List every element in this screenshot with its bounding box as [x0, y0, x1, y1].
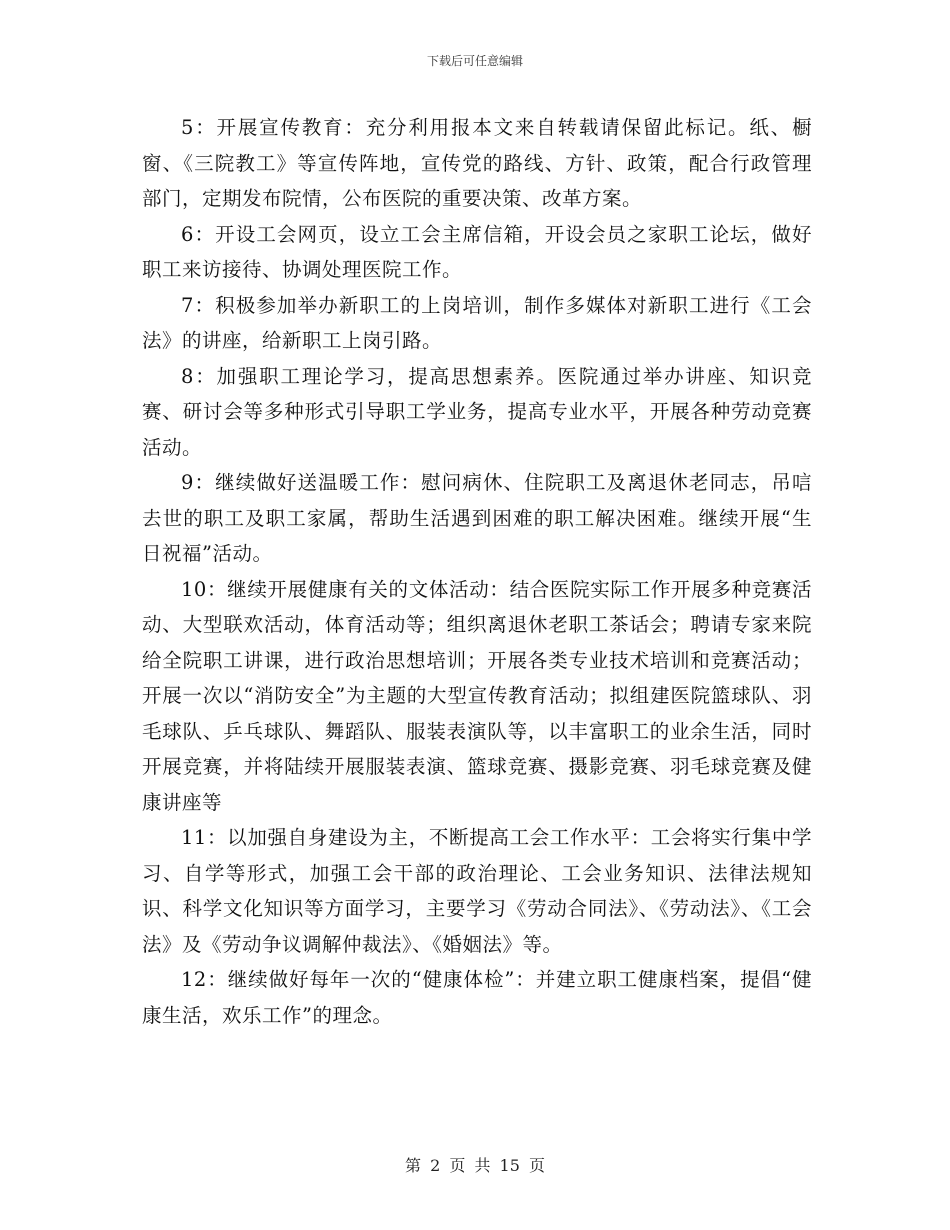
page-header: 下载后可任意编辑 — [426, 54, 523, 68]
paragraph-item-5: 5：开展宣传教育：充分利用报本文来自转载请保留此标记。纸、橱窗、《三院教工》等宣传阵地，宣传党的路线、方针、政策，配合行政管理部门，定期发布院情，公布医院的重要决策、改革方案。 — [142, 116, 812, 210]
page-number-footer: 第 2 页 共 15 页 — [405, 1156, 545, 1175]
paragraph-item-9: 9：继续做好送温暖工作：慰问病休、住院职工及离退休老同志，吊唁去世的职工及职工家属，帮助生活遇到困难的职工解决困难。继续开展“生日祝福”活动。 — [142, 471, 812, 565]
paragraph-item-12: 12：继续做好每年一次的“健康体检”：并建立职工健康档案，提倡“健康生活，欢乐工作”的理念。 — [142, 968, 812, 1027]
document-body — [142, 110, 812, 1033]
paragraph-item-10: 10：继续开展健康有关的文体活动：结合医院实际工作开展多种竞赛活动、大型联欢活动，体育活动等；组织离退休老职工茶话会；聘请专家来院给全院职工讲课，进行政治思想培训；开展各类专业技术培训和竞赛活动；开展一次以“消防安全”为主题的大型宣传教育活动；拟组建医院篮球队、羽毛球队、乒乓球队、舞蹈队、服装表演队等，以丰富职工的业余生活，同时开展竞赛，并将陆续开展服装表演、篮球竞赛、摄影竞赛、羽毛球竞赛及健康讲座等 — [142, 577, 812, 814]
paragraph-item-11: 11：以加强自身建设为主，不断提高工会工作水平：工会将实行集中学习、自学等形式，加强工会干部的政治理论、工会业务知识、法律法规知识、科学文化知识等方面学习，主要学习《劳动合同法》、《劳动法》、《工会法》及《劳动争议调解仲裁法》、《婚姻法》等。 — [142, 826, 812, 956]
paragraph-item-7: 7：积极参加举办新职工的上岗培训，制作多媒体对新职工进行《工会法》的讲座，给新职工上岗引路。 — [142, 293, 812, 352]
paragraph-item-6: 6：开设工会网页，设立工会主席信箱，开设会员之家职工论坛，做好职工来访接待、协调处理医院工作。 — [142, 222, 812, 281]
paragraph-item-8: 8：加强职工理论学习，提高思想素养。医院通过举办讲座、知识竞赛、研讨会等多种形式引导职工学业务，提高专业水平，开展各种劳动竞赛活动。 — [142, 364, 812, 459]
